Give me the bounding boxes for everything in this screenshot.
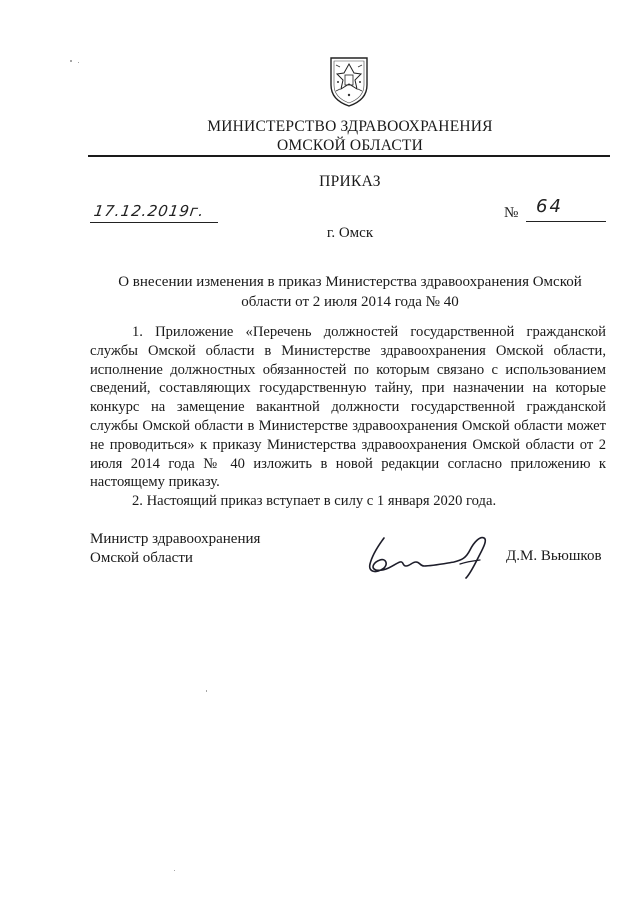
body-paragraph-2: 2. Настоящий приказ вступает в силу с 1 января 2020 года. — [132, 493, 497, 510]
scan-speck — [70, 60, 72, 62]
scan-speck — [78, 62, 79, 63]
body-paragraph-1: 1. Приложение «Перечень должностей государственной гражданской службы Омской области в Министерстве здравоохранения Омской области, исполнение должностных обязанностей по которым связано с использованием сведений, составляющих государственную тайну, при назначении на которые конкурс на замещение вакантной должности государственной гражданской службы Омской области в Министерстве здравоохранения Омской области может не проводиться» к приказу Министерства здравоохранения Омской области от 2 июля 2014 года № 40 изложить в новой редакции согласно приложению к настоящему приказу. — [90, 324, 606, 491]
omsk-coat-of-arms-icon — [328, 55, 370, 107]
signer-title-line1: Министр здравоохранения — [90, 531, 261, 547]
ministry-name-line2: ОМСКОЙ ОБЛАСТИ — [277, 137, 423, 154]
signer-title — [90, 530, 260, 567]
number-underline — [526, 221, 606, 222]
date-underline — [90, 222, 218, 223]
document-body — [90, 323, 606, 511]
signer-name: Д.М. Вьюшков — [506, 548, 602, 564]
ministry-name-line1: МИНИСТЕРСТВО ЗДРАВООХРАНЕНИЯ — [207, 118, 493, 135]
handwritten-signature-icon — [362, 528, 498, 580]
document-subject: О внесении изменения в приказ Министерства здравоохранения Омской области от 2 июля 2014 года № 40 — [118, 274, 582, 310]
document-number: 64 — [536, 196, 563, 217]
signer-title-line2: Омской области — [90, 549, 193, 566]
number-sign: № — [504, 205, 519, 221]
document-date: 17.12.2019г. — [92, 202, 206, 220]
header-divider — [88, 155, 610, 157]
scan-speck — [174, 870, 175, 871]
scan-speck — [206, 690, 207, 692]
document-city: г. Омск — [326, 225, 374, 241]
document-type: ПРИКАЗ — [319, 173, 381, 190]
